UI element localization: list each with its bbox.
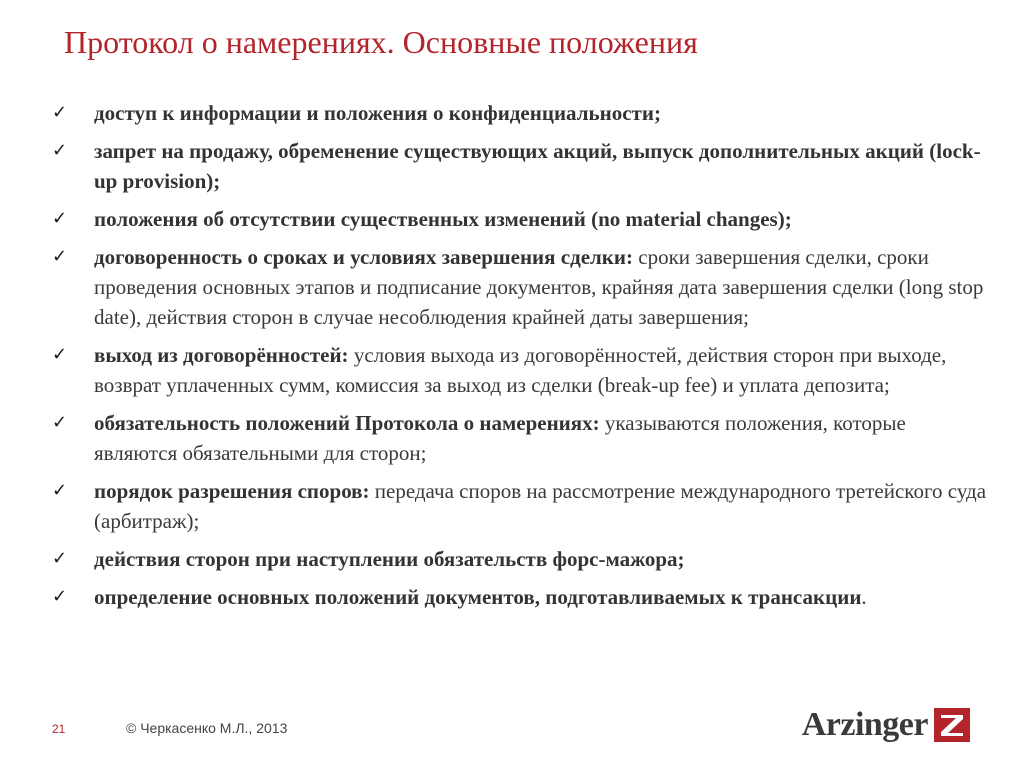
item-bold: договоренность о сроках и условиях завершения сделки:	[94, 245, 633, 269]
checkmark-icon: ✓	[52, 586, 68, 607]
item-text: условия выхода из договорённостей, действия сторон при выходе, возврат уплаченных сумм, комиссия за выход из сделки (break-up fee) и уплата депозита;	[94, 343, 947, 397]
slide-title: Протокол о намерениях. Основные положения	[64, 24, 698, 60]
checkmark-icon: ✓	[52, 412, 68, 433]
checkmark-icon: ✓	[52, 140, 68, 161]
list-item	[52, 544, 992, 574]
item-bold: действия сторон при наступлении обязательств форс-мажора;	[94, 547, 685, 571]
checkmark-icon: ✓	[52, 208, 68, 229]
checkmark-icon: ✓	[52, 246, 68, 267]
list-item	[52, 242, 992, 332]
checkmark-icon: ✓	[52, 344, 68, 365]
list-item	[52, 204, 992, 234]
item-bold: порядок разрешения споров:	[94, 479, 370, 503]
list-item	[52, 408, 992, 468]
item-bold: доступ к информации и положения о конфиденциальности;	[94, 101, 661, 125]
list-item	[52, 98, 992, 128]
checkmark-icon: ✓	[52, 548, 68, 569]
list-item	[52, 582, 992, 612]
item-text: указываются положения, которые являются обязательными для сторон;	[94, 411, 906, 465]
list-item	[52, 340, 992, 400]
list-item	[52, 136, 992, 196]
copyright: © Черкасенко М.Л., 2013	[126, 720, 288, 736]
checkmark-icon: ✓	[52, 480, 68, 501]
item-bold: запрет на продажу, обременение существующих акций, выпуск дополнительных акций (lock-up provision);	[94, 139, 981, 193]
item-bold: определение основных положений документов, подготавливаемых к трансакции	[94, 585, 862, 609]
arzinger-logo	[802, 706, 970, 744]
checkmark-icon: ✓	[52, 102, 68, 123]
item-text: .	[861, 585, 867, 609]
page-number: 21	[52, 722, 66, 736]
item-text: передача споров на рассмотрение международного третейского суда (арбитраж);	[94, 479, 987, 533]
item-bold: выход из договорённостей:	[94, 343, 349, 367]
item-text: сроки завершения сделки, сроки проведения основных этапов и подписание документов, крайняя дата завершения сделки (long stop date), действия сторон в случае несоблюдения крайней даты завершения;	[94, 245, 984, 329]
bullet-list	[52, 98, 992, 620]
list-item	[52, 476, 992, 536]
logo-mark-icon	[934, 708, 970, 742]
logo-text: Arzinger	[801, 706, 928, 743]
item-bold: обязательность положений Протокола о намерениях:	[94, 411, 600, 435]
item-bold: положения об отсутствии существенных изменений (no material changes);	[94, 207, 792, 231]
